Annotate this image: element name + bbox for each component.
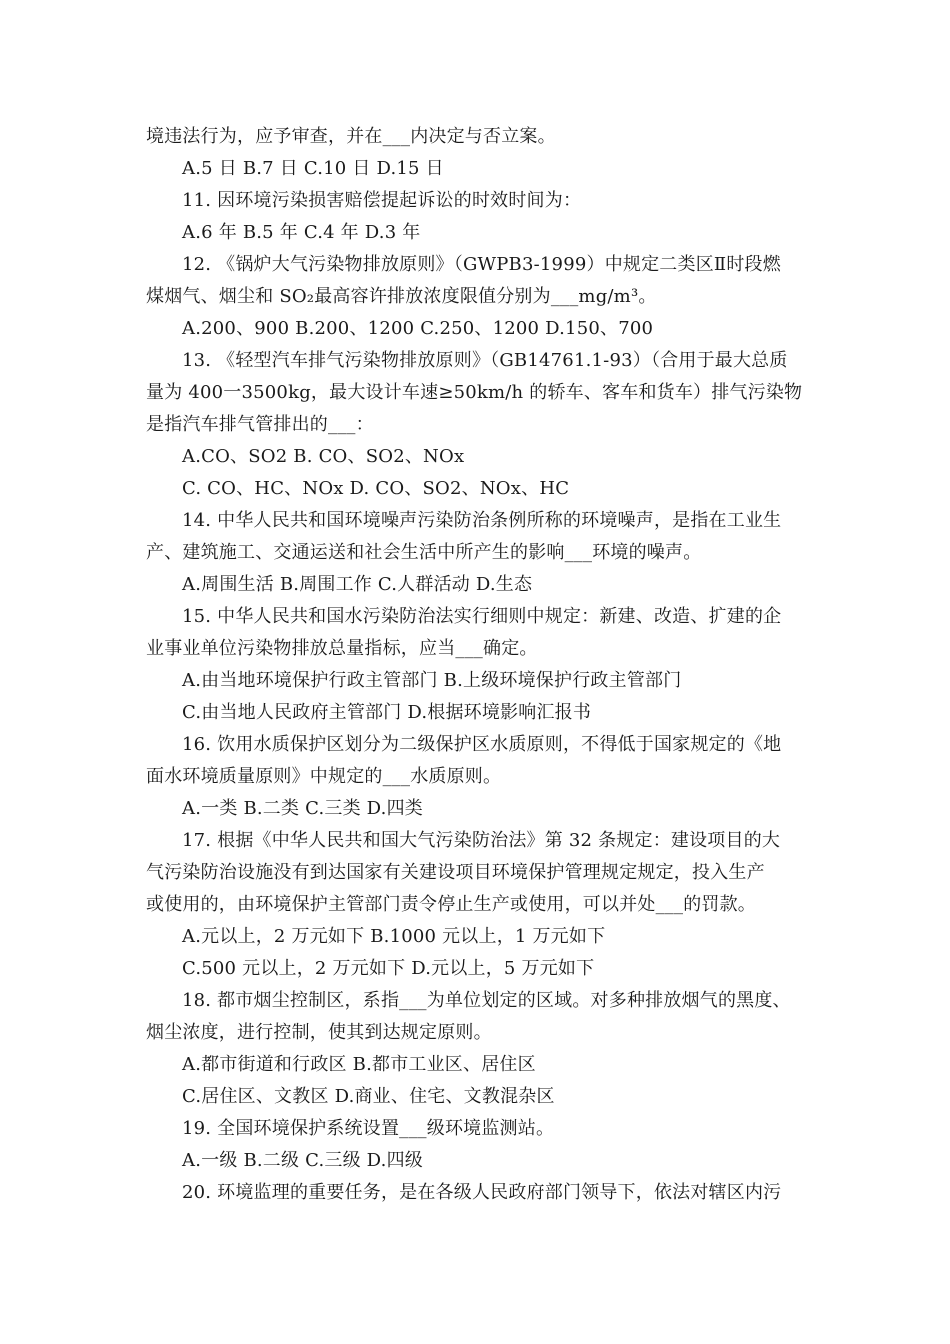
text-line: 是指汽车排气管排出的___： xyxy=(146,414,374,435)
text-line: 12. 《锅炉大气污染物排放原则》（GWPB3-1999）中规定二类区Ⅱ时段燃 xyxy=(182,254,781,275)
text-line: 境违法行为，应予审查，并在___内决定与否立案。 xyxy=(146,126,556,147)
text-line: A.周围生活 B.周围工作 C.人群活动 D.生态 xyxy=(182,574,533,595)
text-line: 11. 因环境污染损害赔偿提起诉讼的时效时间为： xyxy=(182,190,582,211)
text-line: 17. 根据《中华人民共和国大气污染防治法》第 32 条规定：建设项目的大 xyxy=(182,830,781,851)
text-line: 量为 400一3500kg，最大设计车速≥50km/h 的轿车、客车和货车）排气污染物 xyxy=(146,382,803,403)
text-line: A.元以上，2 万元如下 B.1000 元以上，1 万元如下 xyxy=(182,926,606,947)
text-line: 产、建筑施工、交通运送和社会生活中所产生的影响___环境的噪声。 xyxy=(146,542,702,563)
text-line: A.CO、SO2 B. CO、SO2、NOx xyxy=(182,446,465,467)
text-line: A.5 日 B.7 日 C.10 日 D.15 日 xyxy=(182,158,444,179)
text-line: 煤烟气、烟尘和 SO₂最高容许排放浓度限值分别为___mg/m³。 xyxy=(146,286,657,307)
text-line: C. CO、HC、NOx D. CO、SO2、NOx、HC xyxy=(182,478,570,499)
text-line: 20. 环境监理的重要任务，是在各级人民政府部门领导下，依法对辖区内污 xyxy=(182,1182,782,1203)
document-body xyxy=(146,121,818,1209)
text-line: A.都市街道和行政区 B.都市工业区、居住区 xyxy=(182,1054,536,1075)
text-line: 16. 饮用水质保护区划分为二级保护区水质原则，不得低于国家规定的《地 xyxy=(182,734,782,755)
text-line: C.由当地人民政府主管部门 D.根据环境影响汇报书 xyxy=(182,702,592,723)
text-line: A.6 年 B.5 年 C.4 年 D.3 年 xyxy=(182,222,421,243)
text-line: A.由当地环境保护行政主管部门 B.上级环境保护行政主管部门 xyxy=(182,670,682,691)
text-line: 面水环境质量原则》中规定的___水质原则。 xyxy=(146,766,502,787)
text-line: 烟尘浓度，进行控制，使其到达规定原则。 xyxy=(146,1022,492,1043)
text-line: 14. 中华人民共和国环境噪声污染防治条例所称的环境噪声，是指在工业生 xyxy=(182,510,782,531)
text-line: 或使用的，由环境保护主管部门责令停止生产或使用，可以并处___的罚款。 xyxy=(146,894,756,915)
text-line: 15. 中华人民共和国水污染防治法实行细则中规定：新建、改造、扩建的企 xyxy=(182,606,782,627)
text-line: 气污染防治设施没有到达国家有关建设项目环境保护管理规定规定，投入生产 xyxy=(146,862,765,883)
text-line: 业事业单位污染物排放总量指标，应当___确定。 xyxy=(146,638,538,659)
text-line: 19. 全国环境保护系统设置___级环境监测站。 xyxy=(182,1118,555,1139)
text-line: A.一类 B.二类 C.三类 D.四类 xyxy=(182,798,423,819)
text-line: 13. 《轻型汽车排气污染物排放原则》（GB14761.1-93）（合用于最大总质 xyxy=(182,350,788,371)
text-line: C.500 元以上，2 万元如下 D.元以上，5 万元如下 xyxy=(182,958,595,979)
text-line: A.一级 B.二级 C.三级 D.四级 xyxy=(182,1150,423,1171)
text-line: C.居住区、文教区 D.商业、住宅、文教混杂区 xyxy=(182,1086,555,1107)
text-line: A.200、900 B.200、1200 C.250、1200 D.150、700 xyxy=(182,318,654,339)
text-line: 18. 都市烟尘控制区，系指___为单位划定的区域。对多种排放烟气的黑度、 xyxy=(182,990,791,1011)
